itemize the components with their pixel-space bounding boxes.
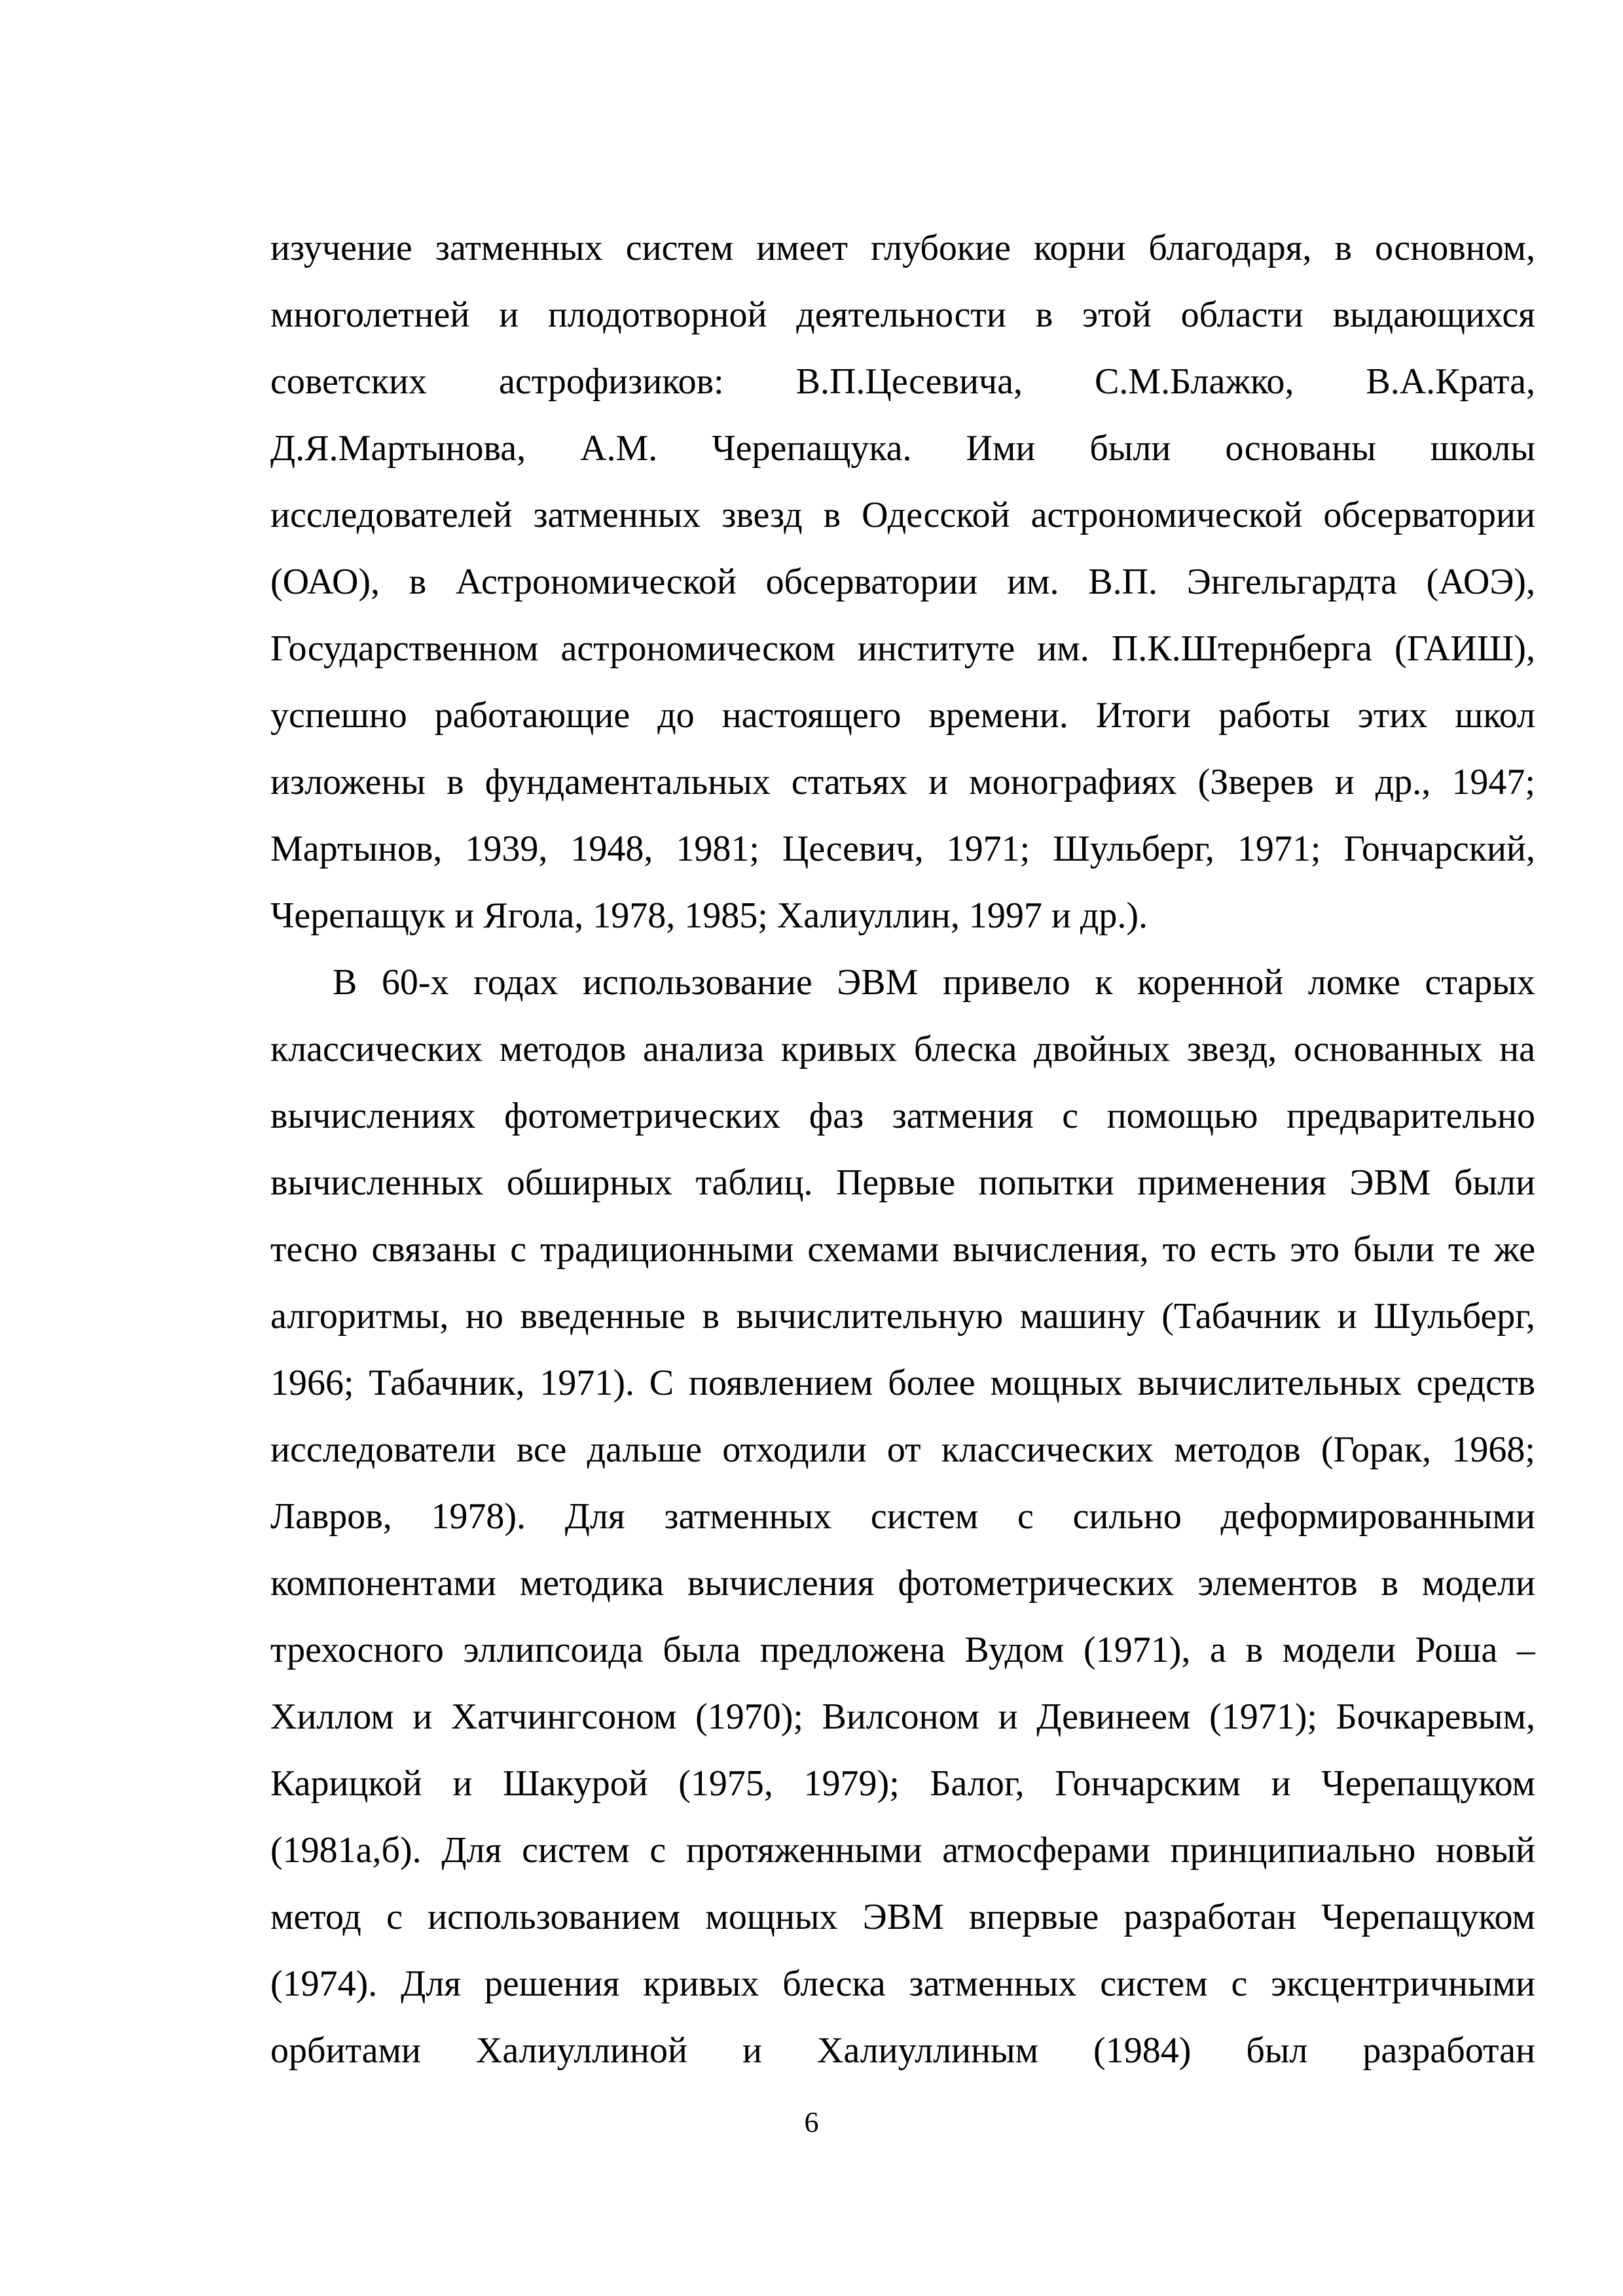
word: и <box>1334 762 1355 802</box>
word: Цесевич, <box>782 829 924 869</box>
word: благодаря, <box>1148 228 1312 268</box>
text-line <box>270 1416 1535 1483</box>
word: и <box>998 1696 1018 1737</box>
word: 1978). <box>431 1496 526 1537</box>
word: с <box>1062 1096 1079 1136</box>
word: в <box>409 562 427 602</box>
word: корни <box>1033 228 1126 268</box>
word: попытки <box>978 1162 1114 1203</box>
word: изложены <box>270 762 426 802</box>
word: Для <box>564 1496 625 1537</box>
word: систем <box>870 1496 979 1537</box>
word: этой <box>1082 295 1152 335</box>
word: 1985; <box>684 895 768 936</box>
word: др.). <box>1080 895 1148 936</box>
word: Д.Я.Мартынова, <box>270 428 526 469</box>
word: машину <box>1019 1296 1145 1336</box>
word: Лавров, <box>270 1496 392 1537</box>
word: Халиуллиным <box>816 2030 1039 2071</box>
word: от <box>886 1429 921 1470</box>
word: астрофизиков: <box>499 361 724 402</box>
word: с <box>1231 1964 1248 2004</box>
word: Халиуллин, <box>776 895 960 936</box>
text-line <box>270 682 1535 749</box>
word: мощных <box>990 1363 1123 1403</box>
word: трехосного <box>270 1630 444 1670</box>
word: Черепащуком <box>1321 1897 1535 1937</box>
word: 1971; <box>1237 829 1321 869</box>
word: плодотворной <box>547 295 767 335</box>
word: была <box>663 1630 741 1670</box>
word: статьях <box>791 762 908 802</box>
word: новый <box>1435 1830 1535 1871</box>
word: времени. <box>928 695 1068 736</box>
word: Балог, <box>930 1763 1025 1804</box>
text-line <box>270 482 1535 548</box>
text-line <box>270 215 1535 281</box>
word: В <box>333 962 357 1003</box>
text-line <box>270 1283 1535 1350</box>
word: а <box>1210 1630 1226 1670</box>
word: Вилсоном <box>822 1696 979 1737</box>
word: им. <box>1007 562 1059 602</box>
word: затменных <box>435 228 603 268</box>
word: все <box>516 1429 567 1470</box>
word: советских <box>270 361 428 402</box>
word: вычисленных <box>270 1162 484 1203</box>
word: Хиллом <box>270 1696 394 1737</box>
word: Хатчингсоном <box>450 1696 677 1737</box>
word: и <box>928 762 949 802</box>
word: Карицкой <box>270 1763 422 1804</box>
word: др., <box>1375 762 1431 802</box>
word: систем <box>522 1830 630 1871</box>
word: (АОЭ), <box>1426 562 1535 602</box>
word: отходили <box>722 1429 867 1470</box>
word: алгоритмы, <box>270 1296 449 1336</box>
word: основанных <box>1294 1029 1483 1069</box>
word: школы <box>1430 428 1535 469</box>
text-line <box>270 1817 1535 1884</box>
word: Итоги <box>1095 695 1191 736</box>
word: разработан <box>1362 2030 1535 2071</box>
word: ломке <box>1307 962 1400 1003</box>
word: работы <box>1218 695 1330 736</box>
word: эллипсоида <box>463 1630 644 1670</box>
word: то <box>1162 1229 1197 1270</box>
word: 1966; <box>270 1363 354 1403</box>
word: (1974). <box>270 1964 378 2004</box>
word: появлением <box>688 1363 873 1403</box>
word: (Зверев <box>1197 762 1314 802</box>
word: А.М. <box>580 428 658 469</box>
word: модели <box>1421 1563 1535 1604</box>
word: те <box>1448 1229 1481 1270</box>
word: и <box>1271 1763 1291 1804</box>
word: есть <box>1210 1229 1277 1270</box>
word: в <box>823 495 841 535</box>
word: в <box>1334 228 1352 268</box>
word: старых <box>1425 962 1535 1003</box>
word: 1971). <box>539 1363 634 1403</box>
word: метод <box>270 1897 361 1937</box>
word: затменных <box>664 1496 832 1537</box>
word: Роша <box>1415 1630 1498 1670</box>
word: В.А.Крата, <box>1366 361 1535 402</box>
word: 1947; <box>1451 762 1535 802</box>
text-line <box>270 1617 1535 1683</box>
text-line <box>270 1550 1535 1617</box>
text-line <box>270 615 1535 682</box>
word: коренной <box>1137 962 1284 1003</box>
word: протяженными <box>685 1830 922 1871</box>
word: предложена <box>759 1630 945 1670</box>
word: более <box>888 1363 976 1403</box>
text-line <box>270 1083 1535 1149</box>
word: принципиально <box>1170 1830 1416 1871</box>
word: (1971), <box>1084 1630 1191 1670</box>
word: были <box>1353 1229 1434 1270</box>
text-line <box>270 1750 1535 1817</box>
word: схемами <box>807 1229 939 1270</box>
word: использование <box>583 962 812 1003</box>
word: и <box>454 895 475 936</box>
word: деформированными <box>1220 1496 1535 1537</box>
word: до <box>657 695 695 736</box>
word: вычисления, <box>953 1229 1149 1270</box>
word: основном, <box>1374 228 1535 268</box>
word: Шульберг, <box>1374 1296 1535 1336</box>
word: с <box>386 1897 403 1937</box>
word: выдающихся <box>1332 295 1535 335</box>
text-line <box>270 1483 1535 1550</box>
text-line <box>270 882 1535 949</box>
word: в <box>447 762 464 802</box>
word: фундаментальных <box>484 762 771 802</box>
word: области <box>1180 295 1304 335</box>
word: тесно <box>270 1229 358 1270</box>
word: фотометрических <box>504 1096 781 1136</box>
word: Государственном <box>270 628 539 669</box>
word: использованием <box>428 1897 681 1937</box>
word: глубокие <box>871 228 1011 268</box>
word: орбитами <box>270 2030 421 2071</box>
word: но <box>465 1296 503 1336</box>
word: эксцентричными <box>1271 1964 1535 2004</box>
word: Для <box>401 1964 462 2004</box>
word: компонентами <box>270 1563 496 1604</box>
word: в <box>1035 295 1053 335</box>
word: блеска <box>913 1029 1017 1069</box>
word: астрономическом <box>560 628 835 669</box>
word: вычислениях <box>270 1096 476 1136</box>
word: (Табачник <box>1161 1296 1321 1336</box>
word: был <box>1246 2030 1308 2071</box>
word: основаны <box>1225 428 1376 469</box>
word: Шакурой <box>502 1763 648 1804</box>
word: Черепащуком <box>1321 1763 1535 1804</box>
text-line <box>270 415 1535 482</box>
text-line <box>270 1016 1535 1083</box>
word: к <box>1095 962 1113 1003</box>
word: затменных <box>533 495 701 535</box>
word: классических <box>270 1029 483 1069</box>
text-line <box>270 816 1535 882</box>
word: обширных <box>506 1162 673 1203</box>
word: систем <box>1100 1964 1208 2004</box>
word: (1981а,б). <box>270 1830 422 1871</box>
word: С.М.Блажко, <box>1094 361 1294 402</box>
word: элементов <box>1197 1563 1358 1604</box>
word: вычислительную <box>736 1296 1004 1336</box>
word: 1968; <box>1451 1429 1535 1470</box>
word: помощью <box>1106 1096 1258 1136</box>
word: этих <box>1357 695 1428 736</box>
word: традиционными <box>540 1229 794 1270</box>
word: мощных <box>705 1897 838 1937</box>
word: имеет <box>756 228 848 268</box>
word: (ГАИШ), <box>1395 628 1535 669</box>
word: ЭВМ <box>1349 1162 1431 1203</box>
word: же <box>1494 1229 1535 1270</box>
word: Ягола, <box>483 895 584 936</box>
text-line <box>270 348 1535 415</box>
word: методов <box>1174 1429 1301 1470</box>
word: В.П. <box>1088 562 1158 602</box>
text-line <box>270 1683 1535 1750</box>
word: обсерватории <box>765 562 978 602</box>
word: предварительно <box>1286 1096 1535 1136</box>
word: с <box>1017 1496 1034 1537</box>
word: монографиях <box>969 762 1177 802</box>
word: методов <box>499 1029 627 1069</box>
word: Ими <box>966 428 1036 469</box>
word: анализа <box>643 1029 765 1069</box>
word: и <box>1337 1296 1357 1336</box>
word: сильно <box>1072 1496 1182 1537</box>
text-line <box>270 1216 1535 1283</box>
word: методика <box>519 1563 664 1604</box>
word: (1970); <box>695 1696 803 1737</box>
word: изучение <box>270 228 412 268</box>
word: институте <box>857 628 1015 669</box>
word: – <box>1516 1630 1535 1670</box>
word: на <box>1499 1029 1535 1069</box>
word: работающие <box>434 695 630 736</box>
word: 1939, <box>465 829 548 869</box>
word: кривых <box>643 1964 759 2004</box>
word: 1978, <box>593 895 676 936</box>
word: в <box>1381 1563 1398 1604</box>
word: исследователи <box>270 1429 496 1470</box>
word: 1948, <box>570 829 653 869</box>
word: Черепащук <box>270 895 446 936</box>
word: Гончарский, <box>1343 829 1535 869</box>
word: таблиц. <box>695 1162 813 1203</box>
word: 1971; <box>946 829 1030 869</box>
word: Мартынов, <box>270 829 443 869</box>
word: им. <box>1037 628 1089 669</box>
word: Халиуллиной <box>475 2030 687 2071</box>
word: затменных <box>909 1964 1077 2004</box>
word: Девинеем <box>1036 1696 1191 1737</box>
word: П.К.Штернберга <box>1111 628 1372 669</box>
text-line <box>270 1149 1535 1216</box>
word: звезд <box>721 495 803 535</box>
word: Для <box>441 1830 502 1871</box>
word: впервые <box>969 1897 1099 1937</box>
word: двойных <box>1034 1029 1171 1069</box>
word: классических <box>941 1429 1154 1470</box>
word: (ОАО), <box>270 562 380 602</box>
word: привело <box>942 962 1070 1003</box>
word: с <box>510 1229 527 1270</box>
word: 1979); <box>803 1763 900 1804</box>
word: астрономической <box>1030 495 1303 535</box>
word: Астрономической <box>455 562 737 602</box>
word: (1984) <box>1093 2030 1192 2071</box>
word: и <box>412 1696 433 1737</box>
word: фотометрических <box>898 1563 1175 1604</box>
word: в <box>1245 1630 1264 1670</box>
word: Первые <box>835 1162 956 1203</box>
word: фаз <box>809 1096 864 1136</box>
word: и <box>1051 895 1071 936</box>
word: с <box>649 1830 666 1871</box>
word: атмосферами <box>942 1830 1150 1871</box>
text-line <box>270 749 1535 816</box>
body-text <box>270 215 1535 2084</box>
text-line <box>270 949 1535 1016</box>
word: настоящего <box>721 695 902 736</box>
word: систем <box>625 228 734 268</box>
word: звезд, <box>1186 1029 1277 1069</box>
word: С <box>649 1363 674 1403</box>
text-line <box>270 281 1535 348</box>
word: решения <box>484 1964 620 2004</box>
word: Шульберг, <box>1053 829 1214 869</box>
word: 60-х <box>381 962 449 1003</box>
word: Черепащука. <box>712 428 912 469</box>
word: исследователей <box>270 495 513 535</box>
word: обсерватории <box>1323 495 1535 535</box>
word: Вудом <box>964 1630 1065 1670</box>
text-line <box>270 548 1535 615</box>
word: затмения <box>892 1096 1034 1136</box>
word: Бочкаревым, <box>1336 1696 1535 1737</box>
text-line <box>270 1884 1535 1950</box>
page-number: 6 <box>804 2106 819 2138</box>
word: многолетней <box>270 295 470 335</box>
word: 1997 <box>968 895 1042 936</box>
word: введенные <box>520 1296 685 1336</box>
word: Энгельгардта <box>1186 562 1397 602</box>
word: деятельности <box>796 295 1006 335</box>
word: кривых <box>780 1029 898 1069</box>
word: Табачник, <box>369 1363 525 1403</box>
text-line <box>270 2017 1535 2084</box>
word: в <box>702 1296 720 1336</box>
word: это <box>1290 1229 1340 1270</box>
word: Одесской <box>862 495 1010 535</box>
word: разработан <box>1123 1897 1296 1937</box>
word: вычислительных <box>1137 1363 1402 1403</box>
text-line <box>270 1350 1535 1416</box>
word: были <box>1089 428 1171 469</box>
word: (Горак, <box>1321 1429 1432 1470</box>
word: школ <box>1455 695 1535 736</box>
word: блеска <box>782 1964 886 2004</box>
word: дальше <box>587 1429 702 1470</box>
word: 1981; <box>676 829 759 869</box>
word: были <box>1453 1162 1535 1203</box>
word: годах <box>473 962 558 1003</box>
word: модели <box>1282 1630 1396 1670</box>
word: и <box>742 2030 762 2071</box>
word: ЭВМ <box>862 1897 944 1937</box>
word: связаны <box>371 1229 497 1270</box>
word: и <box>452 1763 473 1804</box>
word: (1971); <box>1209 1696 1317 1737</box>
word: успешно <box>270 695 407 736</box>
word: средств <box>1416 1363 1535 1403</box>
word: и <box>499 295 519 335</box>
word: Гончарским <box>1055 1763 1241 1804</box>
word: В.П.Цесевича, <box>795 361 1023 402</box>
word: (1975, <box>678 1763 773 1804</box>
word: применения <box>1137 1162 1326 1203</box>
word: вычисления <box>687 1563 875 1604</box>
word: ЭВМ <box>837 962 919 1003</box>
text-line <box>270 1950 1535 2017</box>
